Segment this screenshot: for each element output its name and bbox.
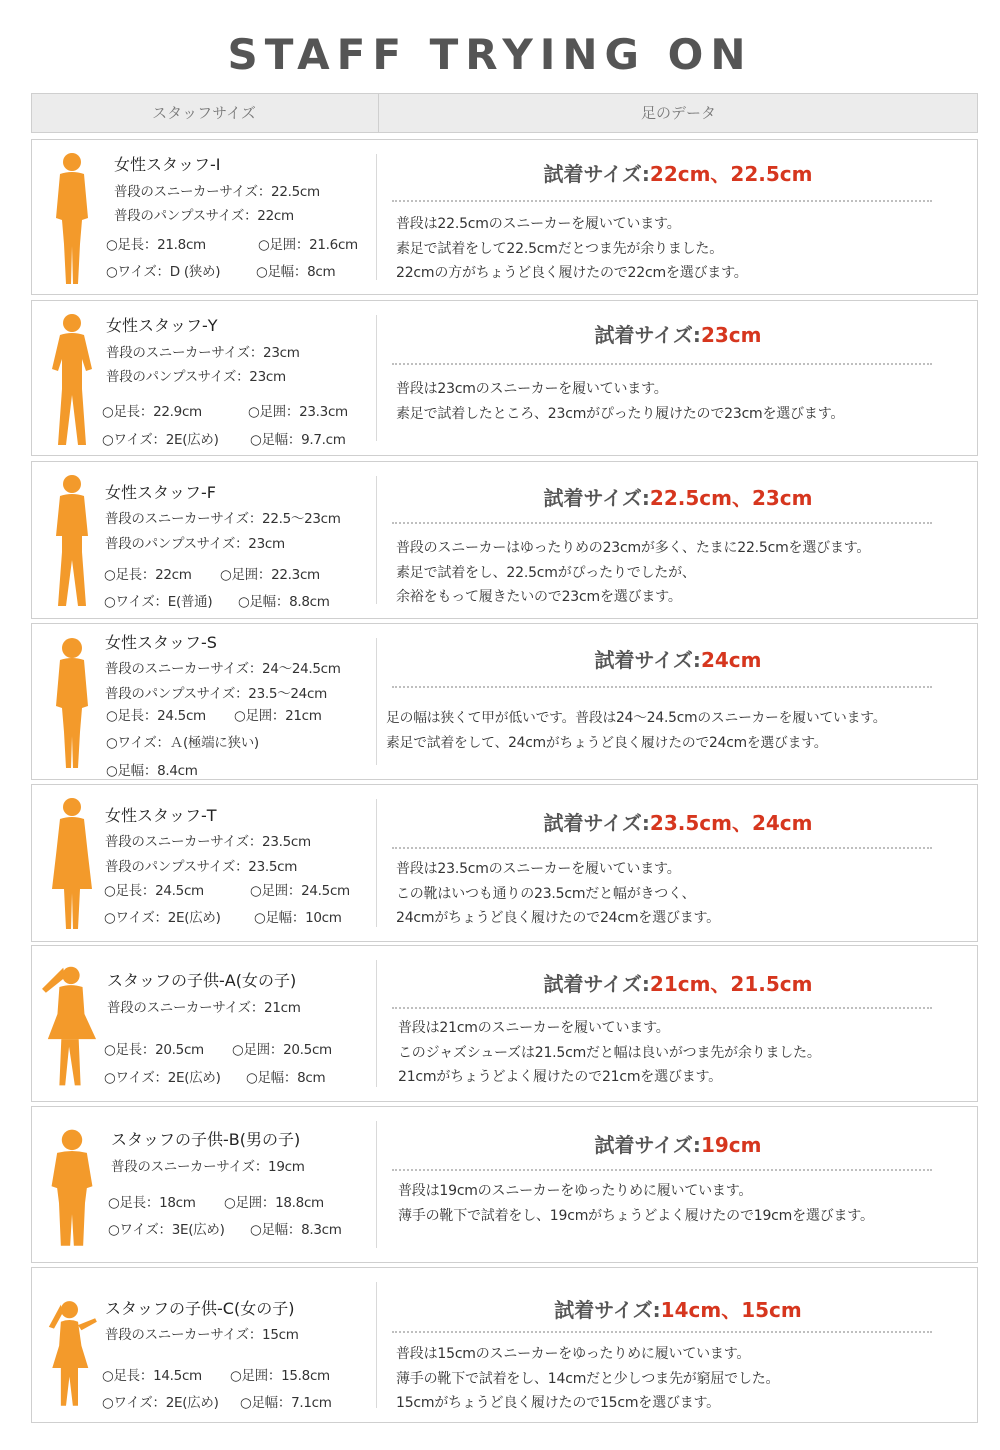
header-foot-data: 足のデータ bbox=[378, 94, 978, 132]
sneaker-size: 普段のスニーカーサイズ：15cm bbox=[105, 1327, 299, 1343]
staff-name: スタッフの子供-C(女の子) bbox=[105, 1299, 295, 1318]
dotted-divider bbox=[392, 1007, 932, 1009]
staff-name: 女性スタッフ-T bbox=[105, 806, 217, 825]
staff-name: 女性スタッフ-Y bbox=[106, 316, 218, 335]
dotted-divider bbox=[392, 1331, 932, 1333]
trial-size bbox=[378, 482, 978, 511]
foot-wise: ○ワイズ：2E(広め) bbox=[104, 1070, 221, 1086]
staff-card-f bbox=[31, 461, 978, 619]
foot-girth: ○足囲：20.5cm bbox=[232, 1042, 332, 1058]
foot-width: ○足幅：7.1cm bbox=[240, 1395, 332, 1411]
foot-girth: ○足囲：15.8cm bbox=[230, 1368, 330, 1384]
trial-size-value: 21cm、21.5cm bbox=[649, 972, 813, 996]
sneaker-size: 普段のスニーカーサイズ：19cm bbox=[111, 1159, 305, 1175]
trial-size-label: 試着サイズ: bbox=[594, 323, 701, 347]
trial-size-label: 試着サイズ: bbox=[594, 648, 701, 672]
staff-card-y bbox=[31, 300, 978, 456]
girl-figure-icon bbox=[36, 1296, 108, 1416]
boy-figure-icon bbox=[38, 1125, 106, 1255]
trial-size-label: 試着サイズ: bbox=[543, 972, 650, 996]
pumps-size: 普段のパンプスサイズ：23.5cm bbox=[105, 859, 298, 875]
trial-size-value: 24cm bbox=[700, 648, 762, 672]
foot-width: ○足幅：9.7.cm bbox=[250, 432, 346, 448]
trial-description: 普段は21cmのスニーカーを履いています。 このジャズシューズは21.5cmだと幅は良いがつま先が余りました。 21cmがちょうどよく履けたので21cmを選びます。 bbox=[398, 1020, 821, 1085]
woman-figure-icon bbox=[38, 309, 106, 449]
woman-figure-icon bbox=[38, 148, 106, 288]
foot-length: ○足長：24.5cm bbox=[106, 708, 206, 724]
trial-size-label: 試着サイズ: bbox=[543, 811, 650, 835]
trial-size-label: 試着サイズ: bbox=[543, 486, 650, 510]
staff-name: スタッフの子供-B(男の子) bbox=[111, 1130, 301, 1149]
pumps-size: 普段のパンプスサイズ：23cm bbox=[105, 536, 285, 552]
foot-width: ○足幅：10cm bbox=[254, 910, 342, 926]
staff-name: 女性スタッフ-S bbox=[105, 633, 217, 652]
foot-length: ○足長：22.9cm bbox=[102, 404, 202, 420]
dotted-divider bbox=[392, 847, 932, 849]
dotted-divider bbox=[392, 686, 932, 688]
woman-figure-icon bbox=[38, 470, 106, 610]
trial-size-value: 22.5cm、23cm bbox=[649, 486, 813, 510]
foot-width: ○足幅：8.8cm bbox=[238, 594, 330, 610]
woman-figure-icon bbox=[38, 793, 106, 933]
staff-card-s bbox=[31, 623, 978, 780]
sneaker-size: 普段のスニーカーサイズ：24〜24.5cm bbox=[105, 661, 341, 677]
trial-size bbox=[378, 158, 978, 187]
foot-width: ○足幅：8cm bbox=[246, 1070, 326, 1086]
foot-wise: ○ワイズ：3E(広め) bbox=[108, 1222, 225, 1238]
trial-description: 普段は22.5cmのスニーカーを履いています。 素足で試着をして22.5cmだとつま先が余りました。 22cmの方がちょうど良く履けたので22cmを選びます。 bbox=[396, 216, 748, 281]
dotted-divider bbox=[392, 1169, 932, 1171]
trial-size-label: 試着サイズ: bbox=[543, 162, 650, 186]
trial-size-label: 試着サイズ: bbox=[554, 1298, 661, 1322]
foot-length: ○足長：20.5cm bbox=[104, 1042, 204, 1058]
trial-description: 普段は15cmのスニーカーをゆったりめに履いています。 薄手の靴下で試着をし、14cmだと少しつま先が窮屈でした。 15cmがちょうど良く履けたので15cmを選びます。 bbox=[396, 1346, 780, 1411]
foot-wise: ○ワイズ：E(普通) bbox=[104, 594, 213, 610]
foot-width: ○足幅：8.3cm bbox=[250, 1222, 342, 1238]
staff-card-child-b bbox=[31, 1106, 978, 1263]
foot-length: ○足長：21.8cm bbox=[106, 237, 206, 253]
girl-figure-icon bbox=[34, 960, 106, 1095]
trial-size-label: 試着サイズ: bbox=[594, 1133, 701, 1157]
trial-size bbox=[378, 1294, 978, 1323]
pumps-size: 普段のパンプスサイズ：23cm bbox=[106, 369, 286, 385]
table-header bbox=[31, 93, 978, 133]
trial-size-value: 23cm bbox=[700, 323, 762, 347]
trial-size-value: 22cm、22.5cm bbox=[649, 162, 813, 186]
foot-wise: ○ワイズ：D (狭め) bbox=[106, 264, 221, 280]
staff-name: 女性スタッフ-I bbox=[114, 155, 221, 174]
pumps-size: 普段のパンプスサイズ：23.5〜24cm bbox=[105, 686, 327, 702]
staff-card-child-a bbox=[31, 945, 978, 1102]
trial-size-value: 14cm、15cm bbox=[660, 1298, 802, 1322]
staff-card-child-c bbox=[31, 1267, 978, 1423]
trial-size bbox=[378, 644, 978, 673]
foot-girth: ○足囲：21.6cm bbox=[258, 237, 358, 253]
foot-wise: ○ワイズ：Ａ(極端に狭い) bbox=[106, 735, 259, 751]
staff-card-t bbox=[31, 784, 978, 942]
woman-figure-icon bbox=[38, 632, 106, 772]
foot-girth: ○足囲：24.5cm bbox=[250, 883, 350, 899]
foot-wise: ○ワイズ：2E(広め) bbox=[104, 910, 221, 926]
foot-girth: ○足囲：18.8cm bbox=[224, 1195, 324, 1211]
dotted-divider bbox=[392, 522, 932, 524]
trial-description: 普段のスニーカーはゆったりめの23cmが多く、たまに22.5cmを選びます。 素足で試着をし、22.5cmがぴったりでしたが、 余裕をもって履きたいので23cmを選びます。 bbox=[396, 540, 871, 605]
header-staff-size: スタッフサイズ bbox=[152, 104, 256, 122]
dotted-divider bbox=[392, 363, 932, 365]
sneaker-size: 普段のスニーカーサイズ：22.5cm bbox=[114, 184, 320, 200]
sneaker-size: 普段のスニーカーサイズ：21cm bbox=[107, 1000, 301, 1016]
trial-description: 普段は19cmのスニーカーをゆったりめに履いています。 薄手の靴下で試着をし、19cmがちょうどよく履けたので19cmを選びます。 bbox=[398, 1183, 874, 1224]
trial-size bbox=[378, 968, 978, 997]
sneaker-size: 普段のスニーカーサイズ：23cm bbox=[106, 345, 300, 361]
trial-description: 足の幅は狭くて甲が低いです。普段は24〜24.5cmのスニーカーを履いています。 素足で試着をして、24cmがちょうど良く履けたので24cmを選びます。 bbox=[386, 710, 887, 751]
foot-width: ○足幅：8.4cm bbox=[106, 763, 198, 779]
trial-size-value: 19cm bbox=[700, 1133, 762, 1157]
foot-length: ○足長：24.5cm bbox=[104, 883, 204, 899]
foot-girth: ○足囲：23.3cm bbox=[248, 404, 348, 420]
foot-wise: ○ワイズ：2E(広め) bbox=[102, 1395, 219, 1411]
sneaker-size: 普段のスニーカーサイズ：22.5〜23cm bbox=[105, 511, 341, 527]
staff-name: スタッフの子供-A(女の子) bbox=[107, 971, 297, 990]
foot-girth: ○足囲：22.3cm bbox=[220, 567, 320, 583]
staff-name: 女性スタッフ-F bbox=[105, 483, 216, 502]
foot-length: ○足長：22cm bbox=[104, 567, 192, 583]
trial-description: 普段は23.5cmのスニーカーを履いています。 この靴はいつも通りの23.5cmだと幅がきつく、 24cmがちょうど良く履けたので24cmを選びます。 bbox=[396, 861, 720, 926]
pumps-size: 普段のパンプスサイズ：22cm bbox=[114, 208, 294, 224]
foot-width: ○足幅：8cm bbox=[256, 264, 336, 280]
staff-card-i bbox=[31, 139, 978, 295]
foot-wise: ○ワイズ：2E(広め) bbox=[102, 432, 219, 448]
dotted-divider bbox=[392, 200, 932, 202]
trial-size-value: 23.5cm、24cm bbox=[649, 811, 813, 835]
trial-description: 普段は23cmのスニーカーを履いています。 素足で試着したところ、23cmがぴったり履けたので23cmを選びます。 bbox=[396, 381, 845, 422]
page-title: STAFF TRYING ON bbox=[227, 30, 753, 79]
foot-girth: ○足囲：21cm bbox=[234, 708, 322, 724]
trial-size bbox=[378, 1129, 978, 1158]
trial-size bbox=[378, 319, 978, 348]
trial-size bbox=[378, 807, 978, 836]
foot-length: ○足長：18cm bbox=[108, 1195, 196, 1211]
sneaker-size: 普段のスニーカーサイズ：23.5cm bbox=[105, 834, 311, 850]
foot-length: ○足長：14.5cm bbox=[102, 1368, 202, 1384]
